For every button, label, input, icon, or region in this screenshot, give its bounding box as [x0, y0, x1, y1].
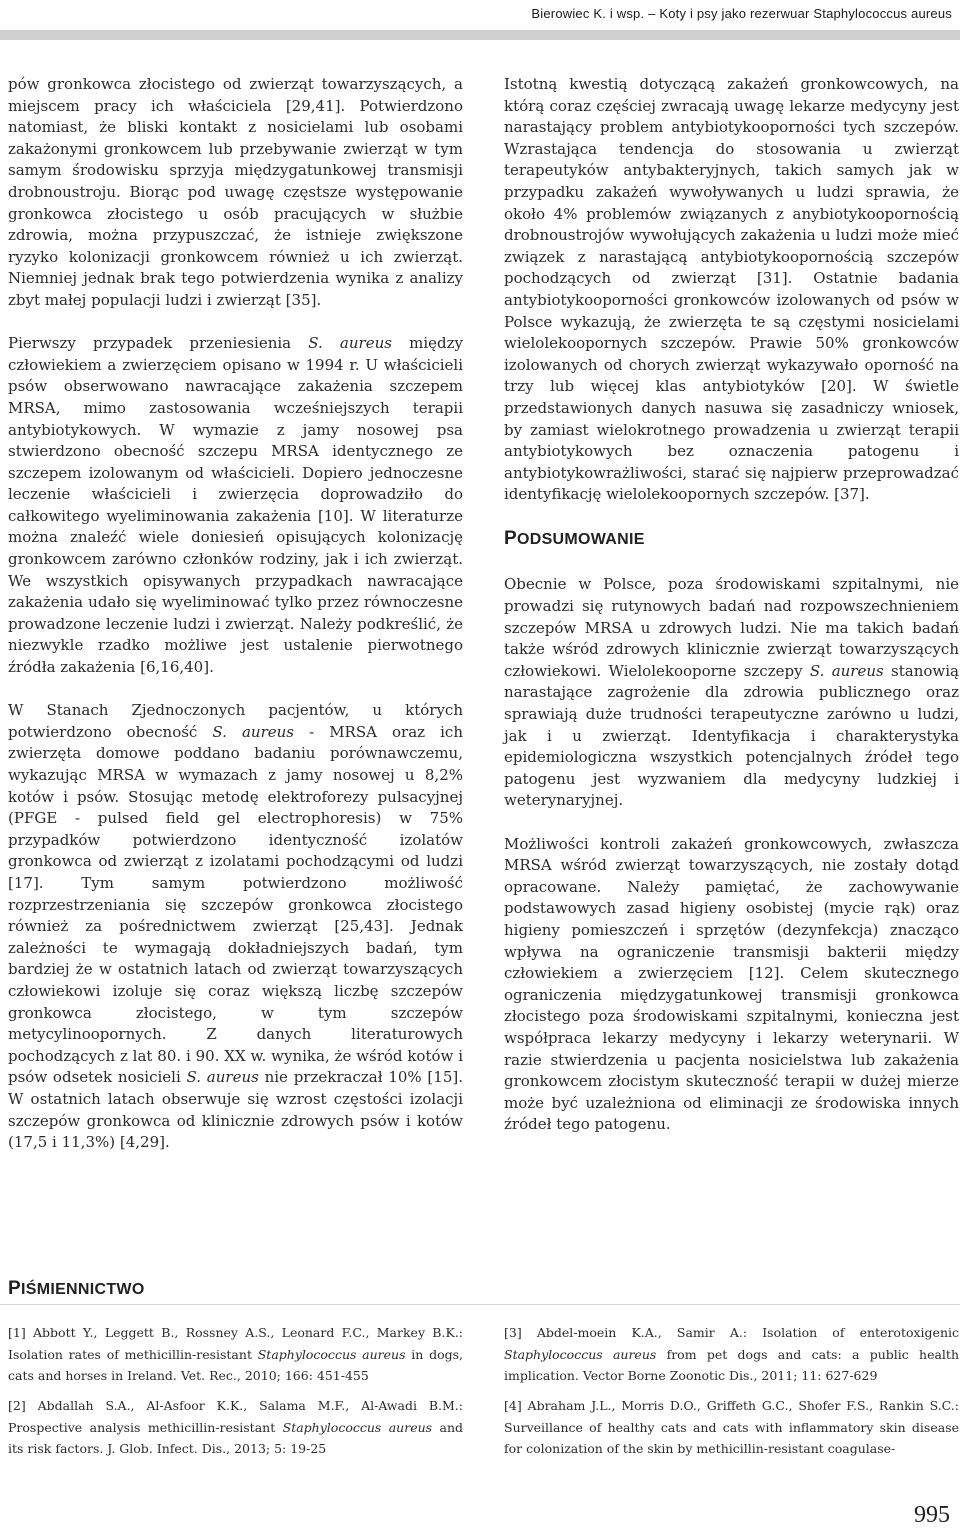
- paragraph: Istotną kwestią dotyczącą zakażeń gronkowcowych, na którą coraz częściej zwracają uwagę lekarze medycyny jest narastający problem antybiotykooporności tych szczepów. Wzrastająca tendencja do stosowania u zwierząt terapeutyków antybakteryjnych, takich samych jak w przypadku zakażeń wywoływanych u ludzi sprawia, że około 4% problemów związanych z anybiotykoopornością drobnoustrojów wywołujących zakażenia u ludzi może mieć związek z narastającą antybiotykoopornością szczepów pochodzących od zwierząt [31]. Ostatnie badania antybiotykooporności gronkowców izolowanych od psów w Polsce wykazują, że zwierzęta te są częstymi nosicielami wielolekoopornych szczepów. Prawie 50% gronkowców izolowanych od chorych zwierząt wykazywało oporność na trzy lub więcej klas antybiotyków [20]. W świetle przedstawionych danych nasuwa się zasadniczy wniosek, by zamiast wielokrotnego prowadzenia u zwierząt terapii antybiotykowych bez oznaczenia patogenu i antybiotykowrażliwości, starać się najpierw przeprowadzać identyfikację wielolekoopornych szczepów. [37].: [504, 75, 959, 504]
- species-name: S. aureus: [308, 334, 392, 353]
- references-heading: PIŚMIENNICTWO: [8, 1278, 145, 1299]
- page-number: 995: [914, 1502, 950, 1528]
- right-column: [504, 74, 959, 1136]
- paragraph: Pierwszy przypadek przeniesienia S. aureus między człowiekiem a zwierzęciem opisano w 1994 r. U właścicieli psów obserwowano nawracające zakażenia szczepem MRSA, mimo zastosowania wcześniejszych terapii antybiotykowych. W wymazie z jamy nosowej psa stwierdzono obecność szczepu MRSA identycznego ze szczepem izolowanym od właścicieli. Dopiero jednoczesne leczenie właścicieli i zwierzęcia doprowadziło do całkowitego wyeliminowania zakażenia [10]. W literaturze można znaleźć wiele doniesień opisujących kolonizację gronkowcem zarówno członków rodziny, jak i ich zwierząt. We wszystkich opisywanych przypadkach nawracające zakażenia udało się wyeliminować tylko przez równoczesne prowadzone leczenie ludzi i zwierząt. Należy podkreślić, że niezwykle rzadko możliwe jest ustalenie pierwotnego źródła zakażenia [6,16,40].: [8, 334, 463, 677]
- reference-item: [1] Abbott Y., Leggett B., Rossney A.S., Leonard F.C., Markey B.K.: Isolation rates of methicillin-resistant Staphylococcus aureus in dogs, cats and horses in Ireland. Vet. Rec., 2010; 166: 451-455: [8, 1325, 464, 1383]
- paragraph: Obecnie w Polsce, poza środowiskami szpitalnymi, nie prowadzi się rutynowych badań nad rozpowszechnieniem szczepów MRSA u zdrowych ludzi. Nie ma takich badań także wśród zdrowych klinicznie zwierząt towarzyszących człowiekowi. Wielolekooporne szczepy S. aureus stanowią narastające zagrożenie dla zdrowia publicznego oraz sprawiają duże trudności terapeutyczne zarówno u ludzi, jak i u zwierząt. Identyfikacja i charakterystyka epidemiologiczna wszystkich potencjalnych źródeł tego patogenu jest wyzwaniem dla medycyny ludzkiej i weterynaryjnej.: [504, 575, 959, 810]
- paragraph: W Stanach Zjednoczonych pacjentów, u których potwierdzono obecność S. aureus - MRSA oraz ich zwierzęta domowe poddano badaniu porównawczemu, wykazując MRSA w wymazach z jamy nosowej u 8,2% kotów i psów. Stosując metodę elektroforezy pulsacyjnej (PFGE - pulsed field gel electrophoresis) w 75% przypadków potwierdzono identyczność izolatów gronkowca od zwierząt z izolatami pochodzącymi od ludzi [17]. Tym samym potwierdzono możliwość rozprzestrzeniania się szczepów gronkowca złocistego również za pośrednictwem zwierząt [25,43]. Jednak zależności te wymagają dokładniejszych badań, tym bardziej że w ostatnich latach od zwierząt towarzyszących człowiekowi izoluje się coraz większą liczbę szczepów gronkowca złocistego, w tym szczepów metycylinoopornych. Z danych literaturowych pochodzących z lat 80. i 90. XX w. wynika, że wśród kotów i psów odsetek nosicieli S. aureus nie przekraczał 10% [15]. W ostatnich latach obserwuje się wzrost częstości izolacji szczepów gronkowca od klinicznie zdrowych psów i kotów (17,5 i 11,3%) [4,29].: [8, 701, 463, 1152]
- reference-item: [4] Abraham J.L., Morris D.O., Griffeth G.C., Shofer F.S., Rankin S.C.: Surveillance of healthy cats and cats with inflammatory skin disease for colonization of the skin by methicillin-resistant coagulase-: [504, 1398, 959, 1456]
- left-column: [8, 74, 463, 1154]
- reference-item: [3] Abdel-moein K.A., Samir A.: Isolation of enterotoxigenic Staphylococcus aureus from pet dogs and cats: a public health implication. Vector Borne Zoonotic Dis., 2011; 11: 627-629: [504, 1325, 959, 1383]
- section-heading-summary: PODSUMOWANIE: [504, 528, 645, 550]
- header-bar: [0, 30, 960, 40]
- paragraph: Możliwości kontroli zakażeń gronkowcowych, zwłaszcza MRSA wśród zwierząt towarzyszących, nie zostały dotąd opracowane. Należy pamiętać, że zachowywanie podstawowych zasad higieny osobistej (mycie rąk) oraz higieny pomieszczeń i sprzętów (dezynfekcja) znacząco wpływa na ograniczenie transmisji bakterii między człowiekiem a zwierzęciem [12]. Celem skutecznego ograniczenia międzygatunkowej transmisji gronkowca złocistego poza środowiskami szpitalnymi, konieczna jest współpraca lekarzy medycyny i lekarzy weterynarii. W razie stwierdzenia u pacjenta nosicielstwa lub zakażenia gronkowcem złocistym skuteczność terapii w dużej mierze może być uzależniona od eliminacji ze środowiska innych źródeł tego patogenu.: [504, 834, 959, 1134]
- running-header: Bierowiec K. i wsp. – Koty i psy jako rezerwuar Staphylococcus aureus: [531, 6, 952, 21]
- species-name: S. aureus: [809, 661, 884, 680]
- references-divider: [0, 1304, 960, 1305]
- paragraph: pów gronkowca złocistego od zwierząt towarzyszących, a miejscem pracy ich właściciela [29,41]. Potwierdzono natomiast, że bliski kontakt z nosicielami lub osobami zakażonymi gronkowcem lub przebywanie zwierząt w tym samym środowisku sprzyja międzygatunkowej transmisji drobnoustroju. Biorąc pod uwagę częstsze występowanie gronkowca złocistego u osób pracujących w służbie zdrowia, można przypuszczać, że istnieje zwiększone ryzyko kolonizacji gronkowcem również u ich zwierząt. Niemniej jednak brak tego potwierdzenia wynika z analizy zbyt małej populacji ludzi i zwierząt [35].: [8, 75, 463, 309]
- species-name: S. aureus: [212, 722, 294, 741]
- reference-item: [2] Abdallah S.A., Al-Asfoor K.K., Salama M.F., Al-Awadi B.M.: Prospective analysis methicillin-resistant Staphylococcus aureus and its risk factors. J. Glob. Infect. Dis., 2013; 5: 19-25: [8, 1398, 463, 1456]
- species-name: S. aureus: [186, 1068, 259, 1087]
